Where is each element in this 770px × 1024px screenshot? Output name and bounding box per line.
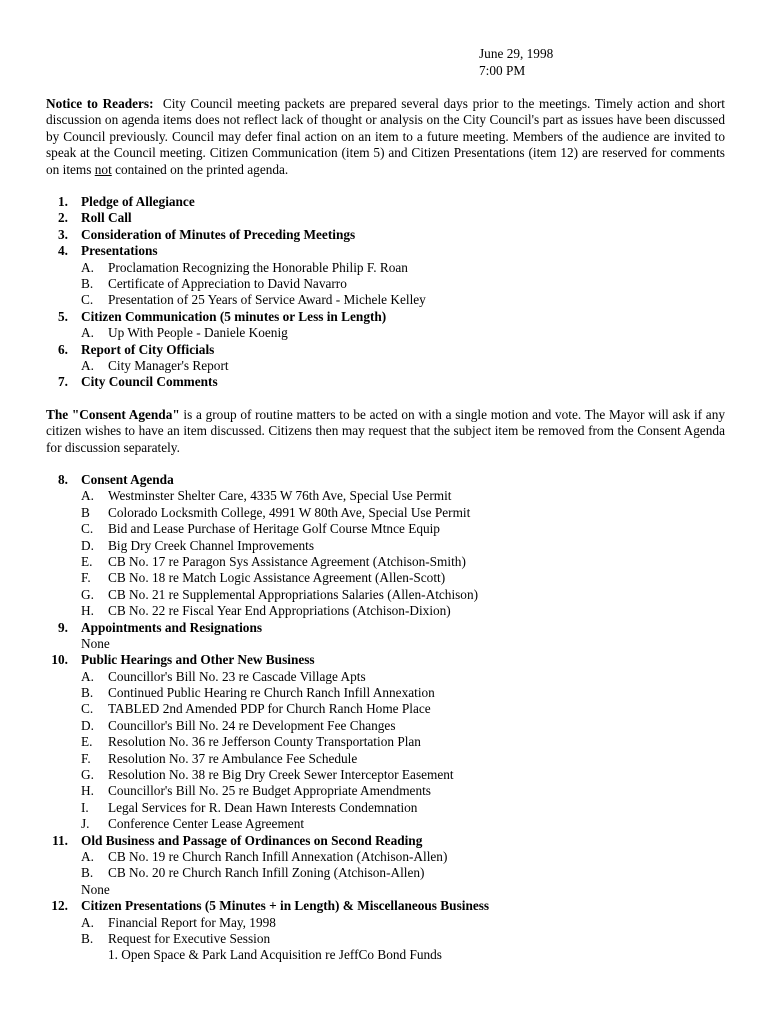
agenda-subitem: [46, 669, 736, 685]
agenda-item-title: Appointments and Resignations: [81, 619, 263, 635]
notice-to-readers: [46, 96, 725, 178]
agenda-item-number: 9.: [58, 619, 68, 635]
agenda-subitem-text: Presentation of 25 Years of Service Award - Michele Kelley: [108, 292, 426, 308]
agenda-item-title: Citizen Presentations (5 Minutes + in Length) & Miscellaneous Business: [81, 898, 490, 914]
agenda-subitem-text: Big Dry Creek Channel Improvements: [108, 537, 315, 553]
agenda-item-number: 2.: [58, 210, 68, 226]
agenda-subsubitem: [46, 947, 736, 963]
agenda-subitem-text: Resolution No. 37 re Ambulance Fee Schedule: [108, 750, 358, 766]
agenda-subitem: [46, 570, 736, 586]
agenda-subitem-text: Legal Services for R. Dean Hawn Interests Condemnation: [108, 799, 418, 815]
agenda-subitem-text: Councillor's Bill No. 23 re Cascade Village Apts: [108, 668, 366, 684]
agenda-list-part-1: [46, 194, 736, 391]
agenda-item-title: Presentations: [81, 243, 158, 259]
agenda-item-note: [46, 636, 736, 652]
agenda-subitem: [46, 767, 736, 783]
agenda-subitem-text: Certificate of Appreciation to David Navarro: [108, 275, 347, 291]
agenda-item-note: [46, 882, 736, 898]
agenda-subitem-text: Resolution No. 38 re Big Dry Creek Sewer Interceptor Easement: [108, 767, 454, 783]
agenda-subitem-text: Continued Public Hearing re Church Ranch Infill Annexation: [108, 685, 435, 701]
agenda-item-number: 4.: [58, 243, 68, 259]
agenda-item: [46, 342, 736, 358]
agenda-item-number: 8.: [58, 472, 68, 487]
agenda-subitem-text: Request for Executive Session: [108, 930, 271, 946]
agenda-item: [46, 620, 736, 636]
agenda-item-title: Public Hearings and Other New Business: [81, 652, 315, 668]
consent-note-text: is a group of routine matters to be acted on with a single motion and vote. The Mayor will ask if any citizen wishes to have an item discussed. Citizens then may request that the subject item be removed from the Consent Agenda for discussion separately.: [46, 407, 725, 455]
agenda-item: [46, 374, 736, 390]
notice-text: City Council meeting packets are prepared several days prior to the meetings. Timely action and short discussion on agenda items does not reflect lack of thought or analysis on the City Council's part as issues have been discussed by Council previously. Council may defer final action on an item to a future meeting. Members of the audience are invited to speak at the Council meeting. Citizen Communication (item 5) and Citizen Presentations (item 12) are reserved for comments on items: [46, 96, 725, 177]
agenda-item: [46, 243, 736, 259]
agenda-subitem-letter: D.: [81, 537, 94, 553]
agenda-subitem-letter: A.: [81, 668, 94, 684]
agenda-item-title: Roll Call: [81, 210, 132, 226]
agenda-subitem: [46, 718, 736, 734]
agenda-subitem-text: CB No. 20 re Church Ranch Infill Zoning (Atchison-Allen): [108, 865, 425, 881]
agenda-subitem-text: Bid and Lease Purchase of Heritage Golf Course Mtnce Equip: [108, 521, 440, 537]
agenda-subitem-letter: B.: [81, 865, 94, 881]
agenda-subitem-text: Councillor's Bill No. 24 re Development Fee Changes: [108, 717, 396, 733]
agenda-subitem-text: Conference Center Lease Agreement: [108, 816, 305, 832]
agenda-subitem: [46, 865, 736, 881]
agenda-subitem-letter: J.: [81, 816, 90, 832]
agenda-subitem: [46, 685, 736, 701]
agenda-subitem: [46, 292, 736, 308]
agenda-item-number: 5.: [58, 308, 68, 324]
agenda-subitem-letter: C.: [81, 521, 94, 537]
agenda-item: [46, 472, 736, 488]
agenda-note-text: None: [81, 881, 110, 897]
agenda-item: [46, 898, 736, 914]
notice-text-end: contained on the printed agenda.: [111, 161, 289, 177]
agenda-subitem-letter: B: [81, 504, 90, 520]
agenda-item-number: 3.: [58, 226, 68, 242]
agenda-subitem-text: Councillor's Bill No. 25 re Budget Appropriate Amendments: [108, 783, 431, 799]
agenda-item-title: Old Business and Passage of Ordinances on Second Reading: [81, 832, 423, 848]
agenda-subitem-text: Resolution No. 36 re Jefferson County Transportation Plan: [108, 734, 421, 750]
agenda-subitem-letter: A.: [81, 488, 94, 504]
agenda-item: [46, 652, 736, 668]
agenda-item: [46, 194, 736, 210]
agenda-subitem-letter: G.: [81, 767, 94, 783]
agenda-subitem-letter: I.: [81, 799, 89, 815]
agenda-subitem-letter: G.: [81, 586, 94, 602]
consent-agenda-note: [46, 407, 725, 456]
agenda-subitem-text: TABLED 2nd Amended PDP for Church Ranch Home Place: [108, 701, 431, 717]
agenda-subitem-letter: A.: [81, 914, 94, 930]
agenda-subitem: [46, 325, 736, 341]
agenda-subitem-letter: B.: [81, 275, 94, 291]
agenda-subitem-letter: A.: [81, 325, 94, 341]
agenda-item-number: 11.: [52, 832, 68, 848]
agenda-subitem: [46, 488, 736, 504]
notice-label: Notice to Readers:: [46, 96, 154, 111]
agenda-item-title: Pledge of Allegiance: [81, 194, 195, 209]
agenda-note-text: None: [81, 635, 110, 651]
agenda-item-title: Consent Agenda: [81, 472, 174, 487]
agenda-subitem: [46, 931, 736, 947]
agenda-subitem: [46, 849, 736, 865]
agenda-subitem-text: CB No. 18 re Match Logic Assistance Agreement (Allen-Scott): [108, 570, 446, 586]
agenda-subitem-text: CB No. 22 re Fiscal Year End Appropriations (Atchison-Dixion): [108, 603, 451, 619]
agenda-subitem: [46, 276, 736, 292]
agenda-item-number: 1.: [58, 194, 68, 209]
agenda-item-title: Citizen Communication (5 minutes or Less in Length): [81, 308, 387, 324]
meeting-datetime: [479, 46, 553, 79]
agenda-subitem-letter: H.: [81, 603, 94, 619]
agenda-subitem-letter: D.: [81, 717, 94, 733]
agenda-subitem-letter: F.: [81, 570, 91, 586]
agenda-item: [46, 210, 736, 226]
agenda-subitem-letter: A.: [81, 357, 94, 373]
agenda-subitem-text: Proclamation Recognizing the Honorable Philip F. Roan: [108, 259, 408, 275]
agenda-subitem-text: Financial Report for May, 1998: [108, 914, 276, 930]
agenda-subitem: [46, 915, 736, 931]
agenda-item: [46, 833, 736, 849]
consent-note-label: The "Consent Agenda": [46, 407, 180, 422]
agenda-item: [46, 309, 736, 325]
agenda-subitem: [46, 521, 736, 537]
agenda-item: [46, 227, 736, 243]
agenda-subitem: [46, 751, 736, 767]
agenda-subitem-letter: B.: [81, 930, 94, 946]
meeting-date: June 29, 1998: [479, 46, 554, 61]
agenda-subitem: [46, 800, 736, 816]
agenda-item-title: City Council Comments: [81, 374, 218, 390]
agenda-subitem-text: City Manager's Report: [108, 357, 229, 373]
agenda-subitem: [46, 603, 736, 619]
agenda-subitem-letter: C.: [81, 292, 94, 308]
agenda-subitem: [46, 554, 736, 570]
agenda-item-title: Consideration of Minutes of Preceding Meetings: [81, 226, 356, 242]
agenda-subitem-letter: A.: [81, 848, 94, 864]
notice-underlined-word: not: [94, 161, 112, 177]
agenda-item-number: 12.: [51, 898, 68, 914]
agenda-subitem: [46, 538, 736, 554]
agenda-subitem-text: CB No. 21 re Supplemental Appropriations Salaries (Allen-Atchison): [108, 586, 479, 602]
agenda-item-number: 10.: [51, 652, 68, 668]
agenda-subitem-letter: E.: [81, 553, 93, 569]
agenda-subitem: [46, 587, 736, 603]
agenda-item-title: Report of City Officials: [81, 341, 215, 357]
agenda-item-number: 7.: [58, 374, 68, 390]
agenda-subsubitem-text: 1. Open Space & Park Land Acquisition re JeffCo Bond Funds: [108, 947, 442, 963]
agenda-subitem-letter: H.: [81, 783, 94, 799]
agenda-subitem-text: Colorado Locksmith College, 4991 W 80th Ave, Special Use Permit: [108, 504, 471, 520]
agenda-subitem-text: Up With People - Daniele Koenig: [108, 325, 288, 341]
agenda-subitem: [46, 358, 736, 374]
agenda-subitem: [46, 816, 736, 832]
agenda-subitem-letter: F.: [81, 750, 91, 766]
agenda-subitem-letter: B.: [81, 685, 94, 701]
agenda-subitem-text: Westminster Shelter Care, 4335 W 76th Ave, Special Use Permit: [108, 488, 452, 504]
agenda-subitem: [46, 734, 736, 750]
agenda-subitem-letter: E.: [81, 734, 93, 750]
meeting-time: 7:00 PM: [479, 62, 526, 78]
agenda-list-part-2: [46, 472, 736, 964]
agenda-subitem: [46, 783, 736, 799]
agenda-subitem-letter: C.: [81, 701, 94, 717]
agenda-subitem-letter: A.: [81, 259, 94, 275]
agenda-item-number: 6.: [58, 341, 68, 357]
agenda-subitem: [46, 505, 736, 521]
agenda-subitem: [46, 701, 736, 717]
agenda-subitem: [46, 260, 736, 276]
agenda-subitem-text: CB No. 17 re Paragon Sys Assistance Agreement (Atchison-Smith): [108, 553, 466, 569]
agenda-subitem-text: CB No. 19 re Church Ranch Infill Annexation (Atchison-Allen): [108, 848, 448, 864]
